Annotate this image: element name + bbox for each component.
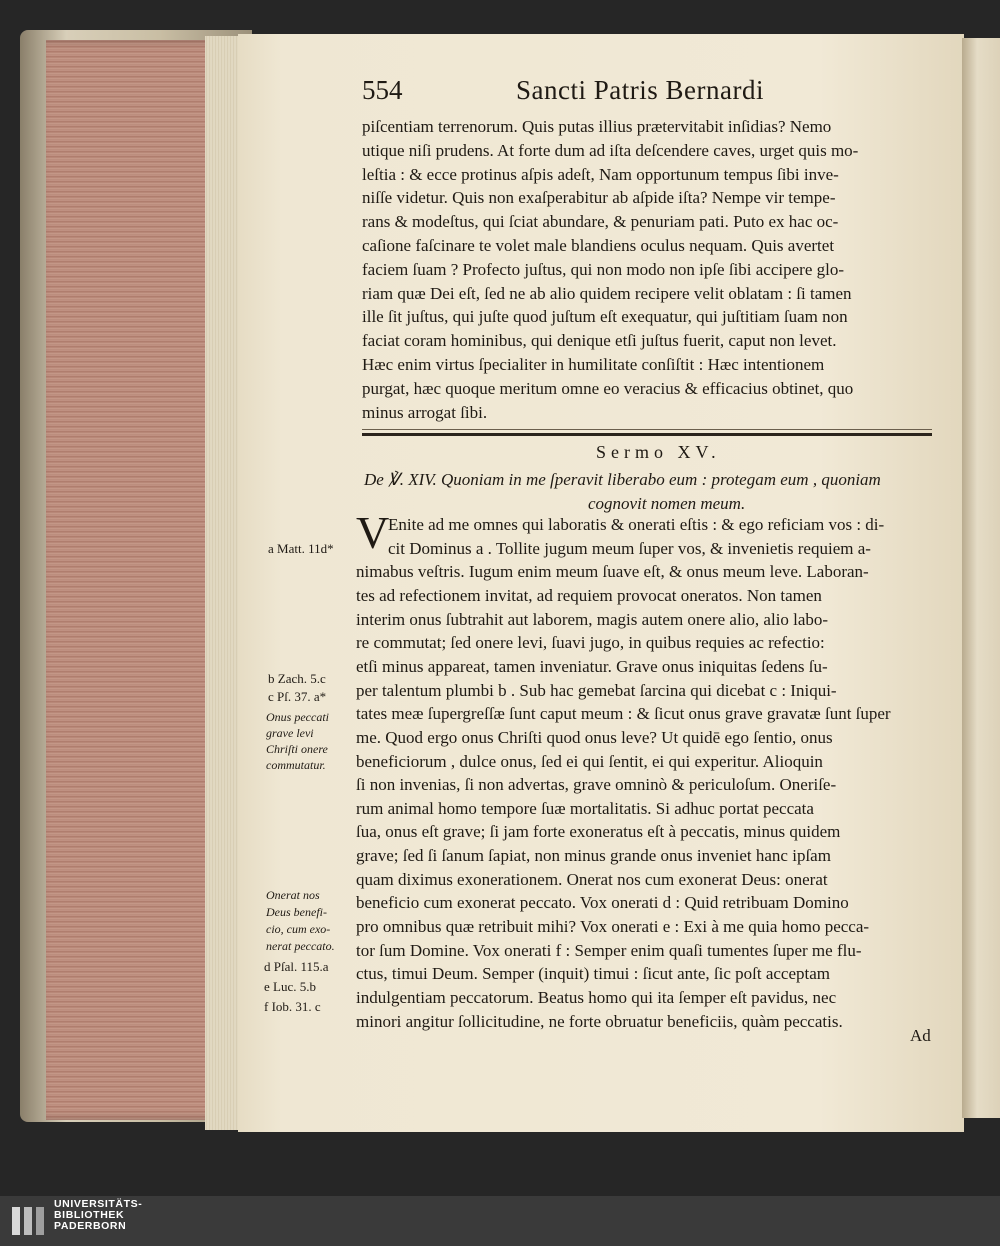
sermon-line: me. Quod ergo onus Chriſti quod onus leve? Ut quidē ego ſentio, onus bbox=[356, 727, 833, 747]
sermon-line: interim onus ſubtrahit aut laborem, magis autem onere alio, alio labo- bbox=[356, 609, 829, 629]
margin-note-onus-2: grave levi bbox=[266, 726, 314, 740]
body-line: utique niſi prudens. At forte dum ad iſta deſcendere caves, urget quis mo- bbox=[362, 140, 859, 160]
double-rule-thin bbox=[362, 429, 932, 430]
margin-note-onerat-4: nerat peccato. bbox=[266, 939, 335, 953]
margin-note-onus-3: Chriſti onere bbox=[266, 742, 328, 756]
margin-note-onus-1: Onus peccati bbox=[266, 710, 329, 724]
margin-note-onerat-1: Onerat nos bbox=[266, 888, 320, 902]
sermon-line: grave; ſed ſi ſanum ſapiat, non minus grande onus inveniet hanc ipſam bbox=[356, 846, 831, 866]
double-rule bbox=[362, 433, 932, 436]
library-logo-text bbox=[54, 1199, 254, 1232]
sermon-line: beneficio cum exonerat peccato. Vox onerati d : Quid retribuam Domino bbox=[356, 893, 849, 913]
sermon-line: etſi minus appareat, tamen inveniatur. Grave onus iniquitas ſedens ſu- bbox=[356, 656, 828, 676]
sermon-line: pro omnibus quæ retribuit mihi? Vox onerati e : Exi à me quia homo pecca- bbox=[356, 917, 870, 937]
body-line: niſſe videtur. Quis non exaſperabitur ab aſpide iſta? Nempe vir tempe- bbox=[362, 188, 836, 208]
sermon-line: indulgentiam peccatorum. Beatus homo qui ita ſemper eſt pavidus, nec bbox=[356, 988, 837, 1007]
body-line: ille ſit juſtus, qui juſte quod juſtum eſt exequatur, qui juſtitiam ſuam non bbox=[362, 307, 848, 327]
body-line: caſione faſcinare te volet male blandiens oculus nequam. Quis avertet bbox=[362, 236, 835, 255]
sermon-line: tes ad refectionem invitat, ad requiem provocat oneratos. Non tamen bbox=[356, 585, 822, 605]
sermon-line: nimabus veſtris. Iugum enim meum ſuave eſt, & onus meum leve. Laboran- bbox=[356, 562, 869, 582]
body-line: leſtia : & ecce protinus aſpis adeſt, Nam opportunum tempus ſibi inve- bbox=[362, 164, 839, 184]
sermon-line: beneficiorum , dulce onus, ſed ei qui ſentit, ei qui experitur. Alioquin bbox=[356, 751, 823, 771]
margin-note-onerat-3: cio, cum exo- bbox=[266, 922, 331, 936]
sermon-line: ſi non invenias, ſi non advertas, grave omninò & periculoſum. Oneriſe- bbox=[356, 775, 837, 795]
sermon-line: Enite ad me omnes qui laboratis & onerati eſtis : & ego reficiam vos : di- bbox=[388, 515, 885, 534]
margin-note-onerat-2: Deus benefi- bbox=[266, 905, 327, 919]
body-line: rans & modeſtus, qui ſciat abundare, & penuriam pati. Puto ex hac oc- bbox=[362, 212, 839, 232]
sermon-line: per talentum plumbi b . Sub hac gemebat ſarcina qui dicebat c : Iniqui- bbox=[356, 680, 837, 700]
margin-ref-ps115: d Pſal. 115.a bbox=[264, 959, 329, 974]
sermon-line: re commutat; ſed onere levi, ſuavi jugo, in quibus requies ac refectio: bbox=[356, 633, 825, 653]
running-title: Sancti Patris Bernardi bbox=[516, 75, 764, 105]
sermon-subtitle-2: cognovit nomen meum. bbox=[588, 494, 746, 513]
logo-line-2: BIBLIOTHEK bbox=[54, 1209, 125, 1221]
page-edges bbox=[46, 40, 226, 1120]
margin-note-onus-4: commutatur. bbox=[266, 758, 326, 772]
drop-cap: V bbox=[356, 507, 390, 558]
body-line: purgat, hæc quoque meritum omne eo veracius & efficacius obtinet, quo bbox=[362, 378, 854, 398]
sermon-line: tates meæ ſupergreſſæ ſunt caput meum : & ſicut onus grave gravatæ ſunt ſuper bbox=[356, 704, 891, 724]
logo-line-1: UNIVERSITÄTS- bbox=[54, 1198, 143, 1210]
body-line: minus arrogat ſibi. bbox=[362, 402, 488, 422]
catchword: Ad bbox=[910, 1026, 931, 1045]
margin-ref-job: f Iob. 31. c bbox=[264, 999, 321, 1014]
margin-ref-luc: e Luc. 5.b bbox=[264, 979, 316, 994]
body-line: riam quæ Dei eſt, ſed ne ab alio quidem recipere velit oblatam : ſi tamen bbox=[362, 283, 852, 303]
library-logo-icon bbox=[8, 1201, 48, 1241]
margin-ref-matt: a Matt. 11d* bbox=[268, 541, 334, 556]
margin-ref-zach: b Zach. 5.c bbox=[268, 671, 326, 686]
body-line: Hæc enim virtus ſpecialiter in humilitate conſiſtit : Hæc intentionem bbox=[362, 355, 825, 374]
sermon-line: quam diximus exonerationem. Onerat nos cum exonerat Deus: onerat bbox=[356, 869, 828, 889]
sermon-subtitle-1: De ℣. XIV. Quoniam in me ſperavit liberabo eum : protegam eum , quoniam bbox=[364, 470, 881, 489]
facing-page-edge bbox=[962, 38, 1000, 1118]
logo-line-3: PADERBORN bbox=[54, 1220, 127, 1232]
sermon-line: cit Dominus a . Tollite jugum meum ſuper vos, & invenietis requiem a- bbox=[388, 538, 871, 558]
sermon-heading: Sermo XV. bbox=[596, 442, 721, 462]
margin-ref-ps37: c Pſ. 37. a* bbox=[268, 689, 327, 704]
body-line: faciem ſuam ? Profecto juſtus, qui non modo non ipſe ſibi accipere glo- bbox=[362, 259, 845, 279]
sermon-line: ctus, timui Deum. Semper (inquit) timui : ſicut ante, ſic poſt acceptam bbox=[356, 964, 830, 984]
body-line: piſcentiam terrenorum. Quis putas illius prætervitabit inſidias? Nemo bbox=[362, 117, 832, 136]
sermon-line: tor ſum Domine. Vox onerati f : Semper enim quaſi tumentes ſuper me flu- bbox=[356, 940, 862, 960]
body-line: faciat coram hominibus, qui denique etſi juſtus fuerit, caput non levet. bbox=[362, 331, 837, 351]
sermon-line: ſua, onus eſt grave; ſi jam forte exoneratus eſt à peccatis, minus quidem bbox=[356, 822, 841, 842]
sermon-line: rum animal homo tempore ſuæ mortalitatis. Si adhuc portat peccata bbox=[356, 798, 814, 818]
page-number: 554 bbox=[362, 75, 403, 105]
sermon-line: minori angitur ſollicitudine, ne forte obruatur beneficiis, quàm peccatis. bbox=[356, 1011, 843, 1031]
